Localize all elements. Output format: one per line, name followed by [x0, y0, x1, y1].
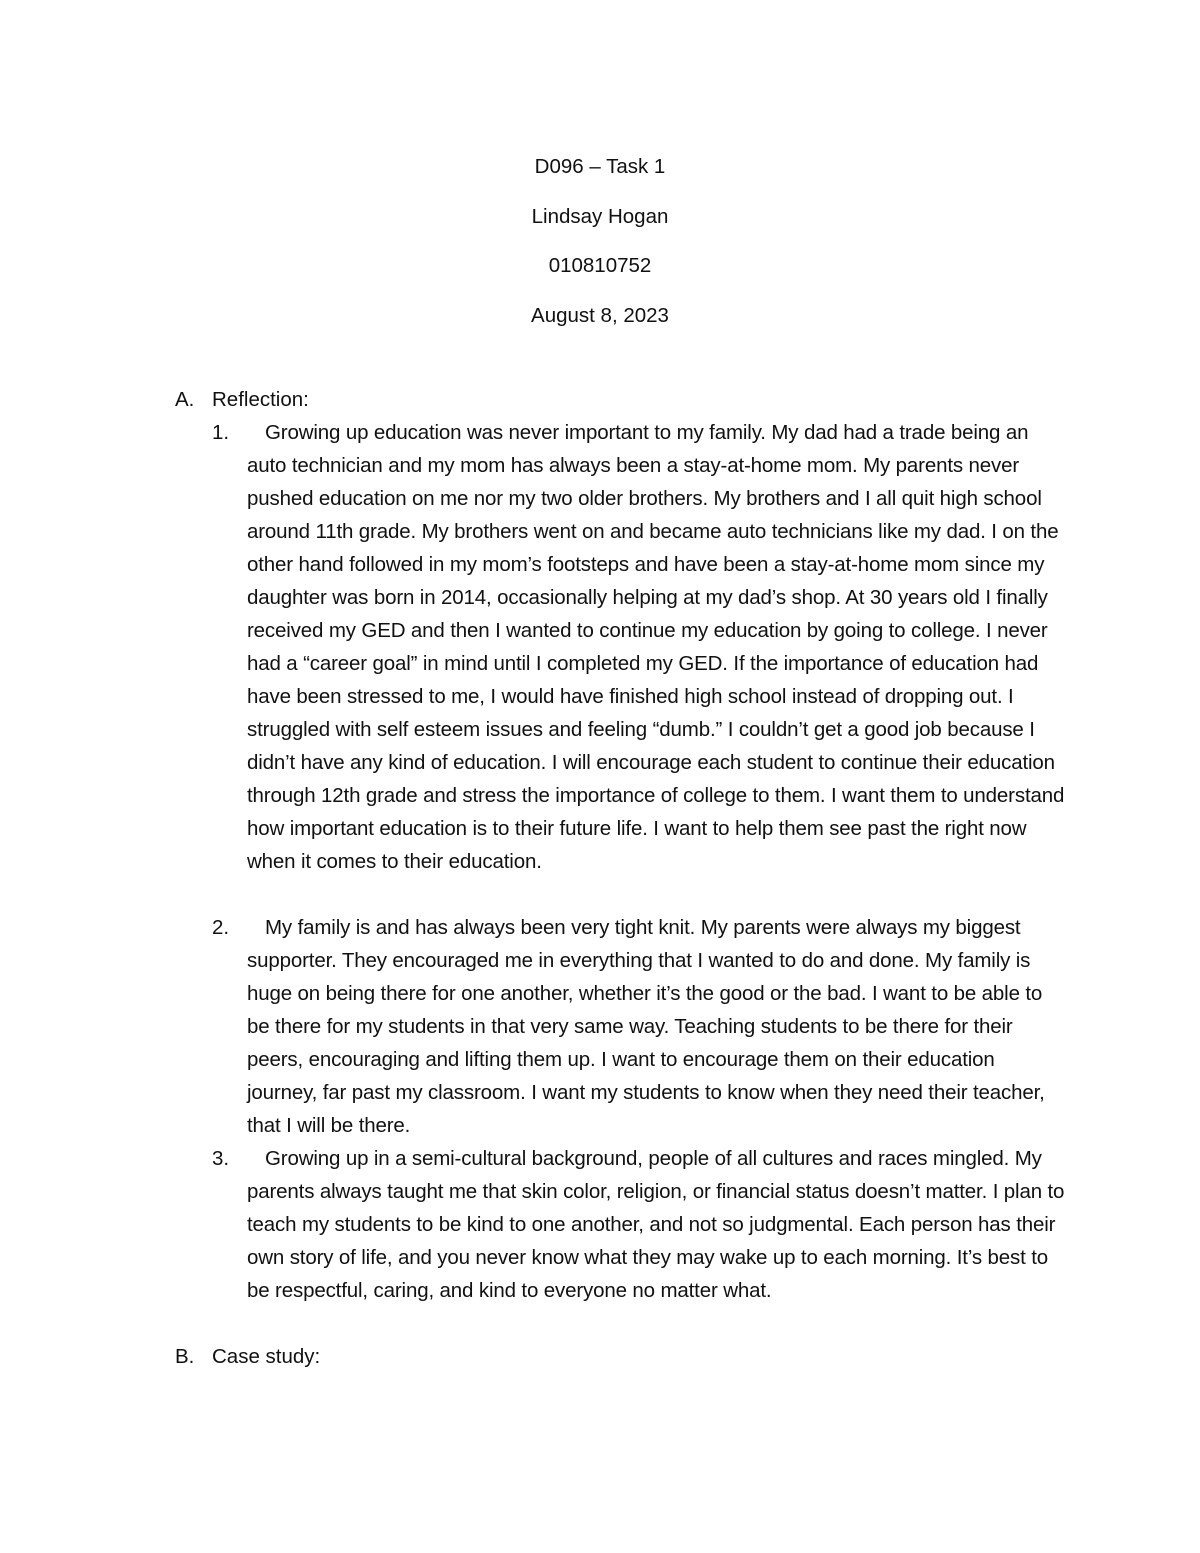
section-letter: A.: [175, 388, 195, 411]
list-item: [0, 416, 1200, 911]
section-letter: B.: [175, 1345, 195, 1368]
list-item-number: 3.: [212, 1147, 230, 1170]
list-item: [0, 1142, 1200, 1340]
reflection-list: [0, 416, 1200, 1340]
section-heading: [0, 383, 1200, 416]
list-item: [0, 911, 1200, 1142]
section-case-study: [0, 1340, 1200, 1373]
section-heading: [0, 1340, 1200, 1373]
list-item-text: Growing up education was never important to my family. My dad had a trade being an auto technician and my mom has always been a stay-at-home mom. My parents never pushed education on me nor my two older brothers. My brothers and I all quit high school around 11th grade. My brothers went on and became auto technicians like my dad. I on the other hand followed in my mom’s footsteps and have been a stay-at-home mom since my daughter was born in 2014, occasionally helping at my dad’s shop. At 30 years old I finally received my GED and then I wanted to continue my education by going to college. I never had a “career goal” in mind until I completed my GED. If the importance of education had have been stressed to me, I would have finished high school instead of dropping out. I struggled with self esteem issues and feeling “dumb.” I couldn’t get a good job because I didn’t have any kind of education. I will encourage each student to continue their education through 12th grade and stress the importance of college to them. I want them to understand how important education is to their future life. I want to help them see past the right now when it comes to their education.: [247, 421, 1065, 873]
student-id: 010810752: [548, 254, 652, 277]
title-block: [0, 142, 1200, 340]
author-name: Lindsay Hogan: [531, 204, 669, 228]
list-item-number: 2.: [212, 916, 230, 939]
list-item-text: My family is and has always been very tight knit. My parents were always my biggest supporter. They encouraged me in everything that I wanted to do and done. My family is huge on being there for one another, whether it’s the good or the bad. I want to be able to be there for my students in that very same way. Teaching students to be there for their peers, encouraging and lifting them up. I want to encourage them on their education journey, far past my classroom. I want my students to know when they need their teacher, that I will be there.: [247, 916, 1045, 1137]
section-reflection: [0, 383, 1200, 416]
list-item-number: 1.: [212, 421, 230, 444]
document-date: August 8, 2023: [531, 303, 669, 327]
section-title: Case study:: [212, 1345, 321, 1368]
list-item-text: Growing up in a semi-cultural background, people of all cultures and races mingled. My parents always taught me that skin color, religion, or financial status doesn’t matter. I plan to teach my students to be kind to one another, and not so judgmental. Each person has their own story of life, and you never know what they may wake up to each morning. It’s best to be respectful, caring, and kind to everyone no matter what.: [247, 1147, 1065, 1302]
section-title: Reflection:: [212, 388, 309, 411]
course-task-title: D096 – Task 1: [534, 155, 666, 178]
